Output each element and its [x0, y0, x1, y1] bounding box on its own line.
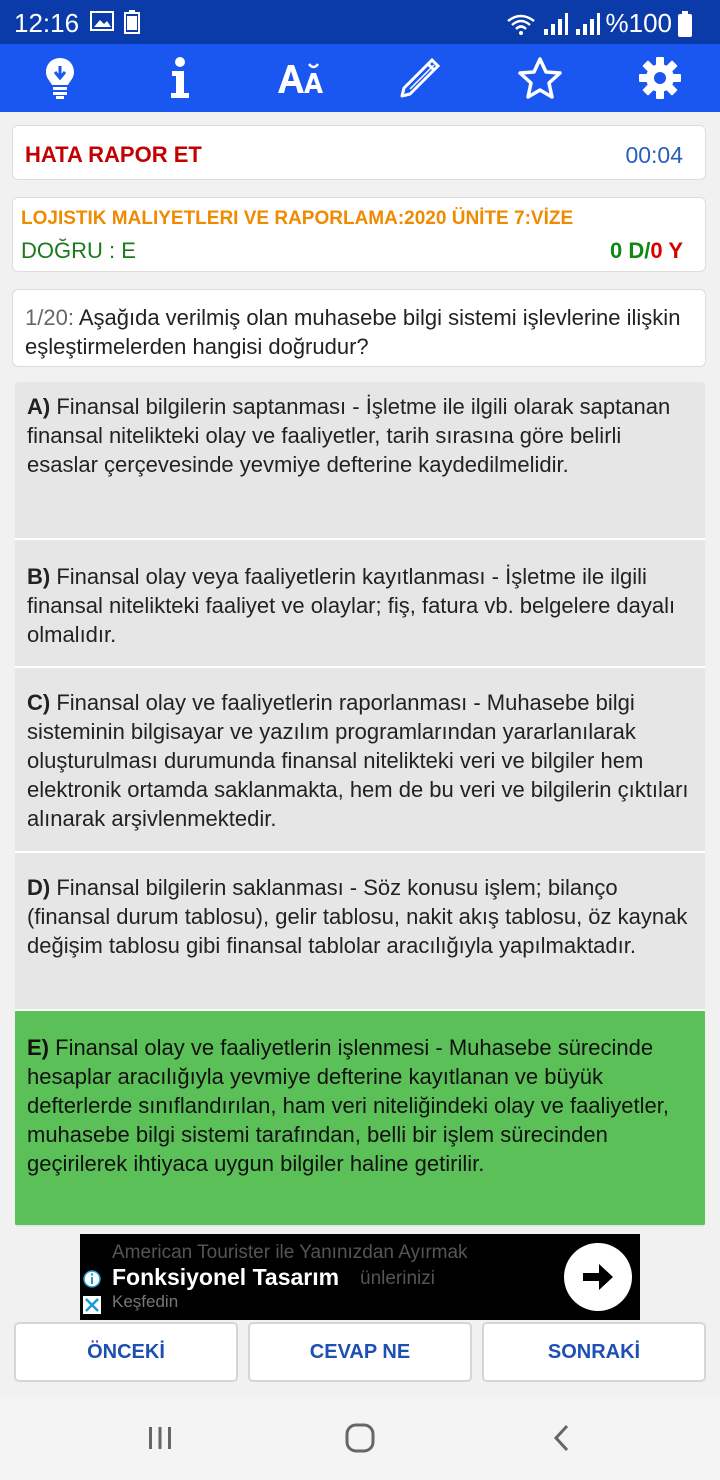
edit-button[interactable] [388, 46, 452, 110]
home-button[interactable] [340, 1418, 380, 1458]
app-toolbar [0, 44, 720, 112]
recent-apps-button[interactable] [140, 1418, 180, 1458]
timer: 00:04 [625, 142, 683, 168]
show-answer-button[interactable]: CEVAP NE [248, 1322, 472, 1382]
ad-arrow-button[interactable] [564, 1243, 632, 1311]
report-card [12, 125, 706, 180]
home-icon [344, 1422, 376, 1454]
back-button[interactable] [542, 1418, 582, 1458]
course-info-card [12, 197, 706, 272]
score [610, 238, 683, 264]
option-text: Finansal bilgilerin saklanması - Söz konusu işlem; bilanço (finansal durum tablosu), gelir tablosu, nakit akış tablosu, öz kaynak değişim tablosu gibi finansal tablolar aracılığıyla yapılmaktadır. [27, 875, 688, 958]
ad-close-icon[interactable] [83, 1296, 101, 1314]
question-text-block [25, 303, 693, 361]
option-text: Finansal olay ve faaliyetlerin işlenmesi - Muhasebe sürecinde hesaplar aracılığıyla yevmiye defterine kayıtlanan ve büyük defterlerde sınıflandırılan, ham veri niteliğindeki olay ve faaliyetler, muhasebe bilgi sistemi tarafından, belli bir işlem sürecinden geçirilerek ihtiyaca uygun bilgiler haline getirilir. [27, 1035, 670, 1176]
option-letter: B) [27, 564, 51, 589]
font-size-icon [277, 61, 323, 95]
question-number: 1/20: [25, 305, 74, 330]
system-nav-bar [0, 1396, 720, 1480]
hint-button[interactable] [28, 46, 92, 110]
score-separator: / [644, 238, 651, 263]
recent-apps-icon [146, 1424, 174, 1452]
battery-percent: %100 [605, 8, 672, 38]
option-letter: E) [27, 1035, 49, 1060]
option-letter: A) [27, 394, 51, 419]
score-wrong: 0 Y [650, 238, 683, 263]
option-letter: C) [27, 690, 51, 715]
option-e[interactable] [15, 1011, 705, 1225]
lightbulb-icon [43, 56, 77, 100]
star-icon [517, 56, 563, 100]
option-c[interactable] [15, 668, 705, 851]
nav-buttons [14, 1322, 706, 1382]
signal-icon-2 [574, 13, 600, 35]
correct-answer-label: DOĞRU : E [21, 238, 136, 263]
option-text: Finansal olay veya faaliyetlerin kayıtlanması - İşletme ile ilgili finansal nitelikteki faaliyet ve olaylar; fiş, fatura vb. belgelere dayalı olmalıdır. [27, 564, 676, 647]
ad-headline: Fonksiyonel Tasarım [112, 1264, 340, 1290]
signal-icon [542, 13, 568, 35]
score-correct: 0 D [610, 238, 645, 263]
favorite-button[interactable] [508, 46, 572, 110]
course-title: LOJISTIK MALIYETLERI VE RAPORLAMA:2020 ÜNİTE 7:VİZE [21, 208, 574, 229]
ad-info-icon[interactable] [83, 1270, 101, 1288]
option-d[interactable] [15, 853, 705, 1009]
battery-saver-icon [124, 10, 140, 34]
report-error-link[interactable]: HATA RAPOR ET [25, 142, 202, 167]
question-card [12, 289, 706, 367]
ad-banner[interactable] [80, 1234, 640, 1320]
option-letter: D) [27, 875, 51, 900]
previous-button[interactable]: ÖNCEKİ [14, 1322, 238, 1382]
font-size-button[interactable] [268, 46, 332, 110]
option-text: Finansal bilgilerin saptanması - İşletme ile ilgili olarak saptanan finansal nitelikteki olay ve faaliyetler, tarih sırasına göre belirli esaslar çerçevesinde yevmiye defterine kaydedilmelidir. [27, 394, 671, 477]
next-button[interactable]: SONRAKİ [482, 1322, 706, 1382]
question-text: Aşağıda verilmiş olan muhasebe bilgi sistemi işlevlerine ilişkin eşleştirmelerden hangisi doğrudur? [25, 305, 681, 359]
arrow-right-icon [581, 1262, 615, 1292]
status-time: 12:16 [14, 8, 80, 38]
battery-icon [678, 11, 692, 37]
info-button[interactable] [148, 46, 212, 110]
option-text: Finansal olay ve faaliyetlerin raporlanması - Muhasebe bilgi sisteminin bilgisayar ve yazılım programlarından yararlanılarak oluşturulması durumunda finansal nitelikteki veri ve bilgiler hem elektronik ortamda saklanmakta, hem de bu veri ve bilgilerin çıktıları alınarak arşivlenmektedir. [27, 690, 689, 831]
wifi-icon [506, 13, 536, 35]
settings-button[interactable] [628, 46, 692, 110]
ad-subtext: Keşfedin [112, 1292, 179, 1311]
ad-ghost-line2: ünlerinizi [360, 1268, 435, 1289]
option-a[interactable] [15, 382, 705, 538]
gallery-icon [90, 10, 114, 32]
option-b[interactable] [15, 540, 705, 666]
options-list [15, 382, 705, 1227]
status-bar [0, 0, 720, 44]
gear-icon [638, 56, 682, 100]
ad-ghost-line1: American Tourister ile Yanınızdan Ayırmak [112, 1242, 468, 1263]
info-icon [168, 57, 192, 99]
pencil-icon [398, 56, 442, 100]
back-icon [550, 1423, 574, 1453]
